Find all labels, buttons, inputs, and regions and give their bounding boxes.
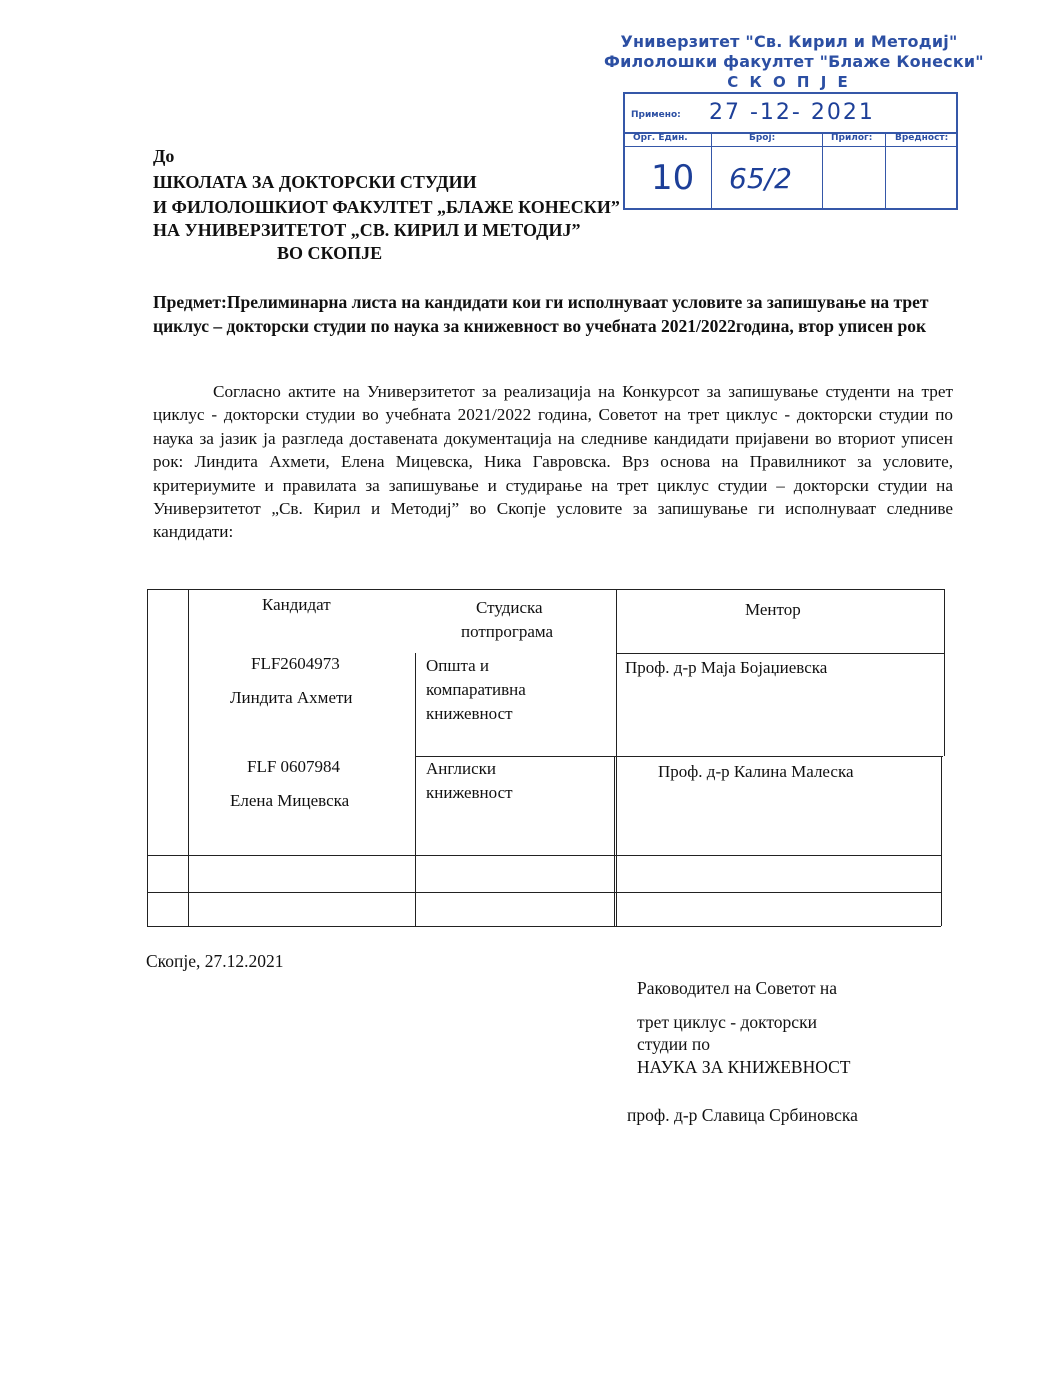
candidate-subprogram: книжевност: [426, 783, 513, 802]
signature-line-1: Раководител на Советот на: [637, 978, 837, 998]
stamp-org-unit-label: Орг. Един.: [633, 133, 688, 143]
place-date: Скопје, 27.12.2021: [146, 951, 284, 971]
candidate-mentor: Проф. д-р Маја Бојаџиевска: [625, 658, 828, 677]
table-border: [944, 589, 945, 756]
stamp-divider: [885, 132, 886, 208]
stamp-university: Универзитет "Св. Кирил и Методиј": [620, 32, 958, 51]
candidate-subprogram: Англиски: [426, 759, 496, 778]
signature-line-2: трет циклус - докторски: [637, 1012, 817, 1032]
candidate-mentor: Проф. д-р Калина Малеска: [658, 762, 854, 781]
table-border: [616, 653, 945, 654]
stamp-received-date: 27 -12- 2021: [709, 100, 875, 125]
candidate-id: FLF 0607984: [247, 757, 341, 776]
subject-line: Предмет:Прелиминарна листа на кандидати кои ги исполнуваат условите за запишување на трет циклус – докторски студии по наука за книжевност во учебната 2021/2022година, втор уписен рок: [153, 292, 929, 336]
addressee-line-1: ШКОЛАТА ЗА ДОКТОРСКИ СТУДИИ: [153, 172, 477, 192]
candidate-name: Елена Мицевска: [230, 791, 350, 810]
table-border: [147, 589, 148, 926]
candidate-subprogram: Општа и: [426, 656, 489, 675]
stamp-header-row: [625, 132, 956, 147]
stamp-faculty: Филолошки факултет "Блаже Конески": [604, 52, 984, 71]
signature-line-4: НАУКА ЗА КНИЖЕВНОСТ: [637, 1057, 851, 1077]
table-border: [147, 589, 945, 590]
stamp-value-label: Вредност:: [895, 133, 949, 143]
candidate-subprogram: книжевност: [426, 704, 513, 723]
body-paragraph: Согласно актите на Универзитетот за реализација на Конкурсот за запишување студенти на трет циклус - докторски студии во учебната 2021/2022 година, Советот на трет циклус - докторски студии по наука за јазик ја разгледа доставената документација на следниве кандидати пријавени во вториот уписен рок: Линдита Ахмети, Елена Мицевска, Ника Гавровска. Врз основа на Правилникот за условите, критериумите и правилата за запишување и студирање на трет циклус студии – докторски студии на Универзитетот „Св. Кирил и Методиј” во Скопје условите за запишување ги исполнуваат следниве кандидати:: [153, 382, 953, 542]
addressee-line-2: И ФИЛОЛОШКИОТ ФАКУЛТЕТ „БЛАЖЕ КОНЕСКИ”: [153, 197, 620, 217]
signatory-name: проф. д-р Славица Србиновска: [627, 1105, 858, 1125]
table-header-candidate: Кандидат: [262, 595, 331, 614]
table-header-subprogram-2: потпрограма: [461, 622, 554, 641]
table-border: [147, 892, 941, 893]
table-border: [614, 756, 615, 926]
addressee-line-3: НА УНИВЕРЗИТЕТОТ „СВ. КИРИЛ И МЕТОДИЈ”: [153, 220, 581, 240]
stamp-attachment-label: Прилог:: [831, 133, 873, 143]
stamp-number-label: Број:: [749, 133, 776, 143]
table-border: [941, 756, 942, 926]
stamp-received-label: Примено:: [631, 110, 681, 120]
table-border: [616, 589, 617, 926]
table-header-subprogram-1: Студиска: [476, 598, 543, 617]
table-border: [147, 855, 942, 856]
stamp-org-unit-value: 10: [651, 158, 695, 198]
stamp-box: [623, 92, 958, 210]
stamp-divider: [711, 132, 712, 208]
signature-line-3: студии по: [637, 1034, 710, 1054]
stamp-number-value: 65/2: [729, 162, 792, 195]
stamp-received-row: [625, 94, 956, 134]
stamp-city: С К О П Ј Е: [727, 73, 851, 91]
table-border: [147, 926, 941, 927]
table-header-mentor: Ментор: [745, 600, 801, 619]
table-border: [188, 589, 189, 926]
candidate-subprogram: компаративна: [426, 680, 526, 699]
candidate-name: Линдита Ахмети: [230, 688, 353, 707]
addressee-to: До: [153, 146, 175, 166]
table-border: [415, 653, 416, 926]
stamp-divider: [822, 132, 823, 208]
addressee-line-4: ВО СКОПЈЕ: [277, 243, 383, 263]
candidate-id: FLF2604973: [251, 654, 340, 673]
